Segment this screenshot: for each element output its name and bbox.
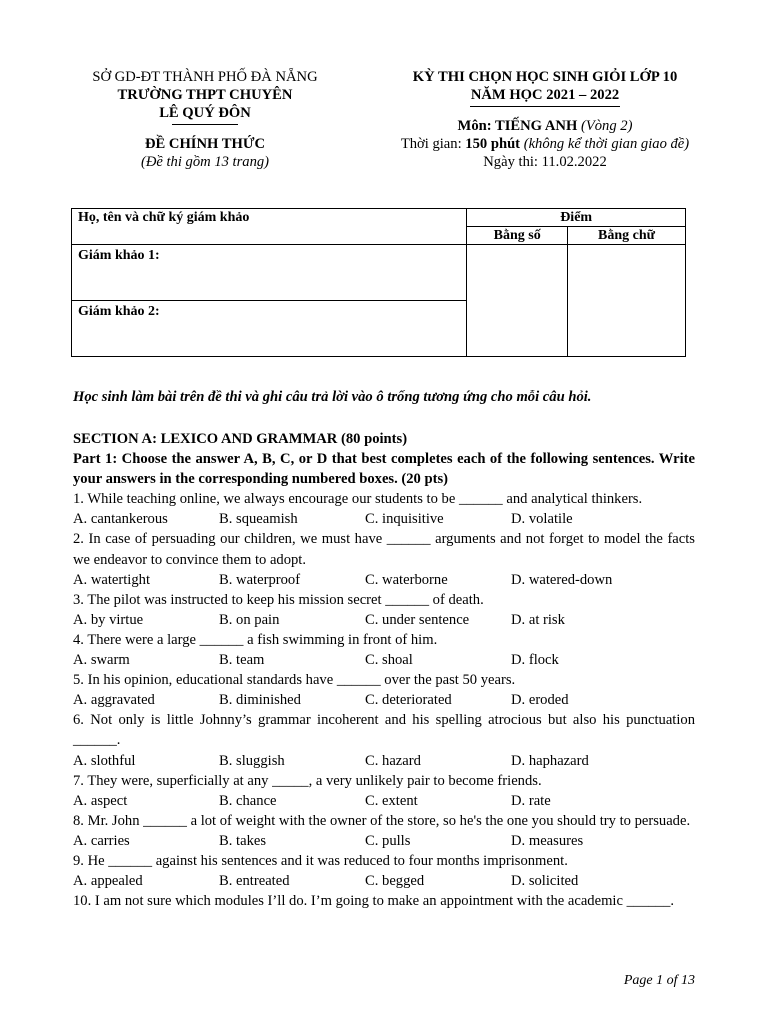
score-words-header: Bằng chữ xyxy=(568,227,686,245)
department-name: SỞ GD-ĐT THÀNH PHỐ ĐÀ NẴNG xyxy=(92,69,318,85)
option-d[interactable]: D. volatile xyxy=(511,511,573,528)
exam-title: KỲ THI CHỌN HỌC SINH GIỎI LỚP 10 xyxy=(412,69,678,85)
answer-options xyxy=(73,791,695,811)
option-a[interactable]: A. appealed xyxy=(73,873,143,890)
option-c[interactable]: C. begged xyxy=(365,873,425,890)
section-title: SECTION A: LEXICO AND GRAMMAR (80 points) xyxy=(73,431,408,447)
school-year: NĂM HỌC 2021 – 2022 xyxy=(470,87,620,103)
subject-label: Môn: TIẾNG ANH xyxy=(457,118,578,134)
official-label: ĐỀ CHÍNH THỨC xyxy=(144,136,265,152)
subject-line xyxy=(380,117,710,135)
option-c[interactable]: C. inquisitive xyxy=(365,511,444,528)
question-stem: 5. In his opinion, educational standards have ______ over the past 50 years. xyxy=(73,672,516,689)
time-value: 150 phút xyxy=(465,136,521,152)
option-a[interactable]: A. aggravated xyxy=(73,692,155,709)
option-a[interactable]: A. carries xyxy=(73,832,130,849)
exam-date: Ngày thi: 11.02.2022 xyxy=(483,154,607,170)
option-d[interactable]: D. measures xyxy=(511,832,584,849)
question-10: 10. I am not sure which modules I’ll do. I’m going to make an appointment with the academic ______. xyxy=(73,893,675,910)
question-item xyxy=(73,771,695,811)
option-a[interactable]: A. aspect xyxy=(73,792,128,809)
option-d[interactable]: D. haphazard xyxy=(511,752,589,769)
option-a[interactable]: A. swarm xyxy=(73,652,130,669)
score-numeric-cell[interactable] xyxy=(467,245,568,357)
option-a[interactable]: A. watertight xyxy=(73,571,151,588)
time-line xyxy=(380,135,710,153)
answer-options xyxy=(73,509,695,529)
time-label: Thời gian: xyxy=(400,136,462,152)
option-b[interactable]: B. sluggish xyxy=(219,752,285,769)
option-c[interactable]: C. hazard xyxy=(365,752,421,769)
option-a[interactable]: A. by virtue xyxy=(73,611,144,628)
question-list xyxy=(73,489,695,891)
exam-header xyxy=(380,68,710,171)
option-c[interactable]: C. pulls xyxy=(365,832,411,849)
answer-options xyxy=(73,610,695,630)
question-item xyxy=(73,710,695,770)
question-stem: 2. In case of persuading our children, we must have ______ arguments and not forget to model the facts we endeavor to convince them to adopt. xyxy=(73,531,695,568)
part-title: Part 1: Choose the answer A, B, C, or D that best completes each of the following sentences. Write your answers in the corresponding numbered boxes. (20 pts) xyxy=(73,451,695,488)
question-stem: 8. Mr. John ______ a lot of weight with the owner of the store, so he's the one you should try to persuade. xyxy=(73,812,691,829)
answer-options xyxy=(73,831,695,851)
option-b[interactable]: B. chance xyxy=(219,792,277,809)
grader1-cell[interactable]: Giám khảo 1: xyxy=(72,245,467,301)
student-instruction: Học sinh làm bài trên đề thi và ghi câu trả lời vào ô trống tương ứng cho mỗi câu hỏi. xyxy=(73,389,592,405)
option-b[interactable]: B. squeamish xyxy=(219,511,298,528)
option-c[interactable]: C. deteriorated xyxy=(365,692,452,709)
header-left-divider xyxy=(172,124,238,125)
subject-round: (Vòng 2) xyxy=(580,118,633,134)
option-d[interactable]: D. rate xyxy=(511,792,551,809)
page-footer: Page 1 of 13 xyxy=(623,973,695,988)
question-stem: 3. The pilot was instructed to keep his mission secret ______ of death. xyxy=(73,591,484,608)
option-b[interactable]: B. diminished xyxy=(219,692,301,709)
question-item xyxy=(73,590,695,630)
question-item xyxy=(73,851,695,891)
school-name-line1: TRƯỜNG THPT CHUYÊN xyxy=(117,87,293,103)
option-d[interactable]: D. watered-down xyxy=(511,571,613,588)
question-item xyxy=(73,630,695,670)
option-c[interactable]: C. waterborne xyxy=(365,571,448,588)
option-d[interactable]: D. solicited xyxy=(511,873,579,890)
option-a[interactable]: A. slothful xyxy=(73,752,136,769)
header-right-divider xyxy=(470,106,620,107)
pages-note: (Đề thi gồm 13 trang) xyxy=(140,154,270,170)
option-b[interactable]: B. waterproof xyxy=(219,571,301,588)
score-numeric-header: Bằng số xyxy=(467,227,568,245)
option-b[interactable]: B. takes xyxy=(219,832,267,849)
option-c[interactable]: C. under sentence xyxy=(365,611,470,628)
exam-content xyxy=(73,429,695,911)
question-stem: 9. He ______ against his sentences and it was reduced to four months imprisonment. xyxy=(73,852,568,869)
school-name-line2: LÊ QUÝ ĐÔN xyxy=(159,105,251,121)
question-stem: 1. While teaching online, we always encourage our students to be ______ and analytical thinkers. xyxy=(73,491,643,508)
score-words-cell[interactable] xyxy=(568,245,686,357)
option-c[interactable]: C. extent xyxy=(365,792,418,809)
question-item xyxy=(73,529,695,589)
question-item xyxy=(73,811,695,851)
question-item xyxy=(73,670,695,710)
answer-options xyxy=(73,751,695,771)
question-stem: 7. They were, superficially at any _____, a very unlikely pair to become friends. xyxy=(73,772,542,789)
school-header xyxy=(60,68,350,171)
answer-options xyxy=(73,650,695,670)
answer-options xyxy=(73,690,695,710)
question-stem: 6. Not only is little Johnny’s grammar incoherent and his spelling atrocious but also his punctuation ______. xyxy=(73,712,695,749)
grader-table xyxy=(71,208,686,357)
option-a[interactable]: A. cantankerous xyxy=(73,511,168,528)
option-b[interactable]: B. entreated xyxy=(219,873,290,890)
option-d[interactable]: D. eroded xyxy=(511,692,569,709)
score-header: Điểm xyxy=(467,209,686,227)
grader-name-header: Họ, tên và chữ ký giám khảo xyxy=(72,209,467,245)
question-item xyxy=(73,489,695,529)
question-stem: 4. There were a large ______ a fish swimming in front of him. xyxy=(73,631,438,648)
option-b[interactable]: B. team xyxy=(219,652,265,669)
grader2-cell[interactable]: Giám khảo 2: xyxy=(72,301,467,357)
option-c[interactable]: C. shoal xyxy=(365,652,413,669)
answer-options xyxy=(73,570,695,590)
option-d[interactable]: D. flock xyxy=(511,652,559,669)
time-note: (không kể thời gian giao đề) xyxy=(523,136,690,152)
answer-options xyxy=(73,871,695,891)
option-b[interactable]: B. on pain xyxy=(219,611,280,628)
option-d[interactable]: D. at risk xyxy=(511,611,565,628)
